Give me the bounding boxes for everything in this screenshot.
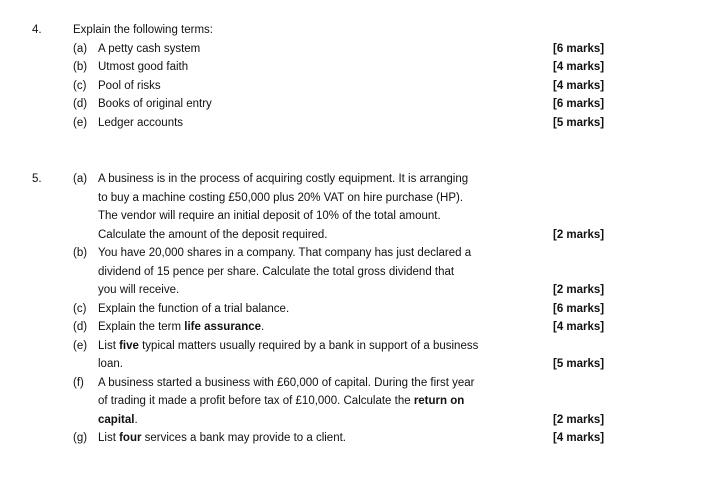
text-run: List (98, 339, 120, 352)
bold-term: five (119, 339, 139, 352)
part-letter: (b) (73, 247, 88, 259)
part-text (98, 337, 513, 374)
question-4-part-c (73, 77, 533, 96)
question-5-part-d (73, 318, 533, 337)
part-text: Ledger accounts (98, 116, 184, 129)
part-text (98, 170, 513, 244)
part-text (98, 244, 513, 300)
text-line (98, 392, 513, 411)
text-line: you will receive. (98, 284, 180, 296)
part-letter: (a) (73, 173, 88, 185)
part-letter: (g) (73, 432, 88, 444)
marks-label: [2 marks] (553, 413, 605, 426)
question-4-part-e (73, 114, 533, 133)
part-letter: (c) (73, 79, 87, 92)
marks-label: [5 marks] (553, 358, 605, 370)
part-letter: (f) (73, 376, 84, 389)
marks-label: [4 marks] (553, 321, 605, 333)
marks-label: [4 marks] (553, 79, 605, 92)
part-text: Explain the function of a trial balance. (98, 302, 290, 315)
part-letter: (b) (73, 61, 88, 73)
text-run: . (134, 413, 138, 426)
question-4-part-d (73, 95, 533, 114)
part-letter: (a) (73, 42, 88, 55)
text-line: Calculate the amount of the deposit required. (98, 228, 328, 241)
marks-label: [2 marks] (553, 228, 605, 241)
part-letter: (e) (73, 339, 88, 352)
text-line: A business started a business with £60,000 of capital. During the first year (98, 376, 475, 389)
text-line: dividend of 15 pence per share. Calculate the total gross dividend that (98, 265, 455, 278)
marks-label: [2 marks] (553, 284, 605, 296)
text-line: loan. (98, 358, 123, 370)
part-letter: (c) (73, 302, 87, 315)
part-text (98, 374, 513, 430)
bold-term: return on (413, 395, 465, 407)
part-text: Books of original entry (98, 98, 212, 110)
text-line: You have 20,000 shares in a company. That company has just declared a (98, 247, 472, 259)
text-line (98, 337, 513, 356)
text-run: . (261, 321, 265, 333)
marks-label: [6 marks] (553, 42, 605, 55)
question-4-stem: Explain the following terms: (73, 24, 213, 36)
part-letter: (d) (73, 98, 88, 110)
marks-label: [6 marks] (553, 98, 605, 110)
question-4-part-b (73, 58, 533, 77)
bold-term: life assurance (184, 321, 262, 333)
marks-label: [4 marks] (553, 432, 605, 444)
question-5-part-c (73, 300, 533, 319)
text-line: A business is in the process of acquiring costly equipment. It is arranging (98, 173, 469, 185)
bold-term: capital (98, 413, 135, 426)
text-line: The vendor will require an initial deposit of 10% of the total amount. (98, 210, 441, 222)
part-text: A petty cash system (98, 42, 201, 55)
marks-label: [5 marks] (553, 116, 605, 129)
question-5-part-g (73, 429, 533, 448)
part-text (98, 429, 513, 448)
text-run: Explain the term (98, 321, 185, 333)
marks-label: [4 marks] (553, 61, 605, 73)
question-4-number: 4. (32, 24, 42, 36)
text-run: List (98, 432, 120, 444)
text-line (98, 411, 513, 430)
part-text: Pool of risks (98, 79, 161, 92)
text-line: to buy a machine costing £50,000 plus 20% VAT on hire purchase (HP). (98, 191, 464, 204)
marks-label: [6 marks] (553, 302, 605, 315)
part-letter: (e) (73, 116, 88, 129)
text-run: typical matters usually required by a bank in support of a business (138, 339, 479, 352)
part-text: Utmost good faith (98, 61, 189, 73)
part-letter: (d) (73, 321, 88, 333)
part-text (98, 318, 513, 337)
text-run: services a bank may provide to a client. (141, 432, 346, 444)
bold-term: four (119, 432, 142, 444)
question-4-part-a (73, 40, 533, 59)
text-run: of trading it made a profit before tax of £10,000. Calculate the (98, 395, 414, 407)
question-5-number: 5. (32, 173, 42, 185)
